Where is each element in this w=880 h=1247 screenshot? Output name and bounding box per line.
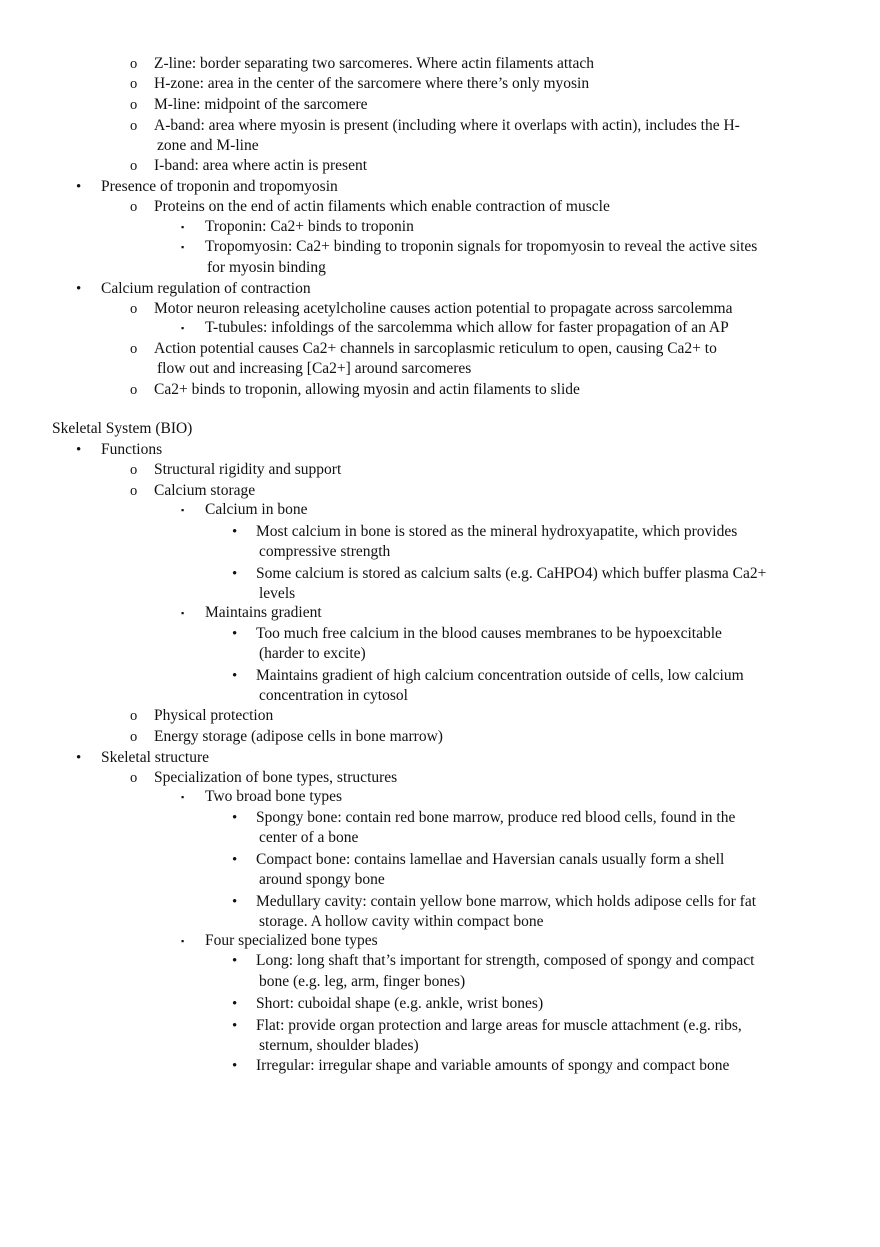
- compact-bone-item: Compact bone: contains lamellae and Haversian canals usually form a shell: [256, 851, 725, 868]
- hzone-item: H-zone: area in the center of the sarcomere where there’s only myosin: [154, 75, 590, 92]
- short-bone-item: Short: cuboidal shape (e.g. ankle, wrist bones): [256, 995, 544, 1012]
- list-marker-square: ▪: [181, 323, 185, 333]
- troponin-item: Troponin: Ca2+ binds to troponin: [205, 218, 414, 235]
- maintains-gradient-item: Maintains gradient: [205, 604, 322, 621]
- calcium-heading: Calcium regulation of contraction: [101, 280, 311, 297]
- list-marker-circle: o: [130, 56, 138, 72]
- list-marker-square: ▪: [181, 505, 185, 515]
- compact-bone-item-continued: around spongy bone: [259, 871, 385, 888]
- list-marker-bullet: •: [232, 953, 238, 969]
- list-marker-circle: o: [130, 199, 138, 215]
- some-calcium-item: Some calcium is stored as calcium salts (e.g. CaHPO4) which buffer plasma Ca2+: [256, 565, 767, 582]
- list-marker-bullet: •: [232, 1058, 238, 1074]
- most-calcium-item: Most calcium in bone is stored as the mineral hydroxyapatite, which provides: [256, 523, 738, 540]
- irregular-bone-item: Irregular: irregular shape and variable amounts of spongy and compact bone: [256, 1057, 730, 1074]
- specialization-item: Specialization of bone types, structures: [154, 769, 398, 786]
- list-marker-bullet: •: [76, 442, 82, 458]
- mline-item: M-line: midpoint of the sarcomere: [154, 96, 368, 113]
- list-marker-bullet: •: [232, 852, 238, 868]
- list-marker-circle: o: [130, 76, 138, 92]
- four-specialized-item: Four specialized bone types: [205, 932, 378, 949]
- most-calcium-item-continued: compressive strength: [259, 543, 391, 560]
- some-calcium-item-continued: levels: [259, 585, 296, 602]
- ca-binds-item: Ca2+ binds to troponin, allowing myosin and actin filaments to slide: [154, 381, 580, 398]
- calcium-storage-item: Calcium storage: [154, 482, 256, 499]
- skeletal-structure-heading: Skeletal structure: [101, 749, 210, 766]
- list-marker-bullet: •: [232, 996, 238, 1012]
- calcium-in-bone-item: Calcium in bone: [205, 501, 308, 518]
- aband-item: A-band: area where myosin is present (including where it overlaps with actin), includes the H-: [154, 117, 740, 134]
- list-marker-circle: o: [130, 158, 138, 174]
- motor-neuron-item: Motor neuron releasing acetylcholine causes action potential to propagate across sarcolemma: [154, 300, 733, 317]
- list-marker-square: ▪: [181, 222, 185, 232]
- list-marker-circle: o: [130, 483, 138, 499]
- tropomyosin-item: Tropomyosin: Ca2+ binding to troponin signals for tropomyosin to reveal the active sites: [205, 238, 758, 255]
- tropomyosin-item-continued: for myosin binding: [207, 259, 326, 276]
- list-marker-bullet: •: [232, 626, 238, 642]
- list-marker-square: ▪: [181, 608, 185, 618]
- list-marker-bullet: •: [76, 281, 82, 297]
- ttubules-item: T-tubules: infoldings of the sarcolemma which allow for faster propagation of an AP: [205, 319, 729, 336]
- action-potential-item: Action potential causes Ca2+ channels in sarcoplasmic reticulum to open, causing Ca2+ to: [154, 340, 717, 357]
- list-marker-bullet: •: [76, 179, 82, 195]
- list-marker-square: ▪: [181, 936, 185, 946]
- physical-protection-item: Physical protection: [154, 707, 274, 724]
- iband-item: I-band: area where actin is present: [154, 157, 368, 174]
- proteins-item: Proteins on the end of actin filaments which enable contraction of muscle: [154, 198, 610, 215]
- maintains-calcium-item: Maintains gradient of high calcium concentration outside of cells, low calcium: [256, 667, 744, 684]
- spongy-bone-item: Spongy bone: contain red bone marrow, produce red blood cells, found in the: [256, 809, 736, 826]
- list-marker-bullet: •: [232, 894, 238, 910]
- long-bone-item: Long: long shaft that’s important for strength, composed of spongy and compact: [256, 952, 755, 969]
- energy-storage-item: Energy storage (adipose cells in bone marrow): [154, 728, 443, 745]
- long-bone-item-continued: bone (e.g. leg, arm, finger bones): [259, 973, 466, 990]
- list-marker-circle: o: [130, 301, 138, 317]
- list-marker-bullet: •: [232, 1018, 238, 1034]
- list-marker-circle: o: [130, 462, 138, 478]
- zline-item: Z-line: border separating two sarcomeres. Where actin filaments attach: [154, 55, 594, 72]
- list-marker-square: ▪: [181, 792, 185, 802]
- flat-bone-item-continued: sternum, shoulder blades): [259, 1037, 419, 1054]
- list-marker-circle: o: [130, 341, 138, 357]
- spongy-bone-item-continued: center of a bone: [259, 829, 359, 846]
- list-marker-circle: o: [130, 729, 138, 745]
- functions-heading: Functions: [101, 441, 163, 458]
- structural-item: Structural rigidity and support: [154, 461, 342, 478]
- too-much-calcium-item-continued: (harder to excite): [259, 645, 366, 662]
- list-marker-bullet: •: [232, 524, 238, 540]
- flat-bone-item: Flat: provide organ protection and large areas for muscle attachment (e.g. ribs,: [256, 1017, 742, 1034]
- list-marker-bullet: •: [232, 810, 238, 826]
- list-marker-bullet: •: [232, 668, 238, 684]
- section-title: Skeletal System (BIO): [52, 420, 193, 437]
- too-much-calcium-item: Too much free calcium in the blood causes membranes to be hypoexcitable: [256, 625, 722, 642]
- aband-item-continued: zone and M-line: [157, 137, 259, 154]
- list-marker-circle: o: [130, 97, 138, 113]
- medullary-cavity-item-continued: storage. A hollow cavity within compact bone: [259, 913, 544, 930]
- two-broad-item: Two broad bone types: [205, 788, 343, 805]
- maintains-calcium-item-continued: concentration in cytosol: [259, 687, 408, 704]
- list-marker-circle: o: [130, 708, 138, 724]
- medullary-cavity-item: Medullary cavity: contain yellow bone marrow, which holds adipose cells for fat: [256, 893, 757, 910]
- list-marker-square: ▪: [181, 242, 185, 252]
- troponin-heading: Presence of troponin and tropomyosin: [101, 178, 338, 195]
- action-potential-item-continued: flow out and increasing [Ca2+] around sarcomeres: [157, 360, 472, 377]
- list-marker-circle: o: [130, 118, 138, 134]
- list-marker-bullet: •: [76, 750, 82, 766]
- list-marker-circle: o: [130, 382, 138, 398]
- list-marker-bullet: •: [232, 566, 238, 582]
- list-marker-circle: o: [130, 770, 138, 786]
